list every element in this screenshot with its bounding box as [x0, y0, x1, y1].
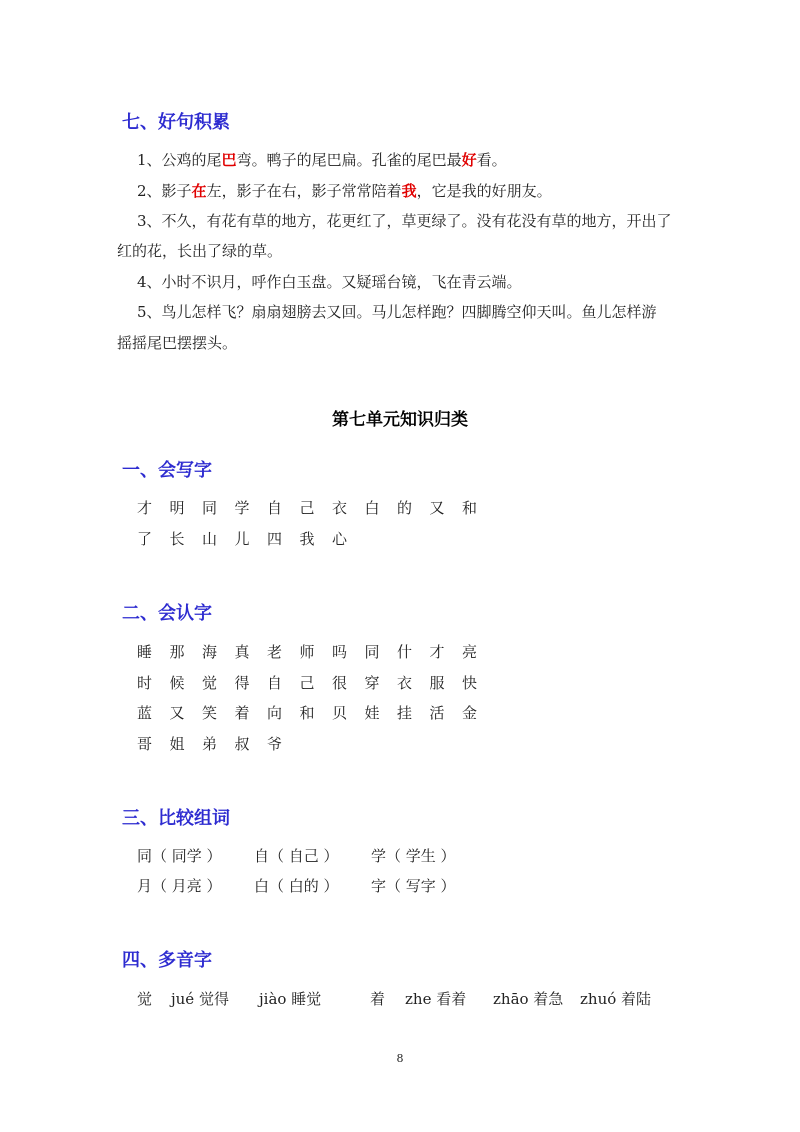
compare-row-2 — [137, 876, 456, 896]
highlight-char: 好 — [461, 151, 477, 169]
compare-item: 同（ 同学 ） — [137, 847, 222, 865]
highlight-char: 我 — [401, 182, 417, 200]
read-chars-row-1 — [137, 642, 495, 662]
section-3-title: 三、比较组词 — [122, 808, 230, 829]
char: 那 — [169, 643, 185, 661]
char: 候 — [169, 674, 185, 692]
char: 姐 — [169, 735, 185, 753]
char: 服 — [429, 674, 445, 692]
char: 自 — [267, 674, 283, 692]
char: 贝 — [332, 704, 348, 722]
read-chars-row-2 — [137, 673, 495, 693]
char: 长 — [169, 530, 185, 548]
char: 同 — [202, 499, 218, 517]
char: 衣 — [332, 499, 348, 517]
poly-char: 着 — [370, 990, 386, 1008]
char: 亮 — [462, 643, 478, 661]
char: 又 — [169, 704, 185, 722]
char: 睡 — [137, 643, 153, 661]
char: 哥 — [137, 735, 153, 753]
char: 明 — [169, 499, 185, 517]
char: 己 — [299, 674, 315, 692]
char: 衣 — [397, 674, 413, 692]
char: 吗 — [332, 643, 348, 661]
char: 穿 — [364, 674, 380, 692]
compare-item: 学（ 学生 ） — [371, 847, 456, 865]
section-4-title: 四、多音字 — [122, 950, 212, 971]
char: 很 — [332, 674, 348, 692]
char: 白 — [364, 499, 380, 517]
compare-item: 自（ 自己 ） — [254, 847, 339, 865]
sentence-3-line-1: 3、不久，有花有草的地方，花更红了，草更绿了。没有花没有草的地方，开出了 — [137, 212, 672, 230]
char: 又 — [429, 499, 445, 517]
compare-item: 月（ 月亮 ） — [137, 877, 222, 895]
char: 弟 — [202, 735, 218, 753]
char: 我 — [299, 530, 315, 548]
compare-row-1 — [137, 846, 456, 866]
sentence-4: 4、小时不识月，呼作白玉盘。又疑瑶台镜，飞在青云端。 — [137, 273, 522, 291]
compare-item: 白（ 白的 ） — [254, 877, 339, 895]
compare-item: 字（ 写字 ） — [371, 877, 456, 895]
unit-title: 第七单元知识归类 — [332, 410, 468, 430]
char: 学 — [234, 499, 250, 517]
polyphonic-row — [137, 989, 697, 1009]
char: 才 — [137, 499, 153, 517]
char: 爷 — [267, 735, 283, 753]
section-1-title: 一、会写字 — [122, 460, 212, 481]
char: 儿 — [234, 530, 250, 548]
char: 觉 — [202, 674, 218, 692]
char: 金 — [462, 704, 478, 722]
text: 弯。鸭子的尾巴扁。孔雀的尾巴最 — [236, 151, 462, 169]
char: 叔 — [234, 735, 250, 753]
char: 老 — [267, 643, 283, 661]
char: 快 — [462, 674, 478, 692]
sentence-2 — [137, 181, 552, 201]
char: 娃 — [364, 704, 380, 722]
pinyin-word: zhāo 着急 — [493, 990, 564, 1008]
sentence-1 — [137, 150, 507, 170]
char: 真 — [234, 643, 250, 661]
text: 2、影子 — [137, 182, 192, 200]
char: 四 — [267, 530, 283, 548]
page-number: 8 — [396, 1052, 404, 1065]
char: 挂 — [397, 704, 413, 722]
section-7-title: 七、好句积累 — [122, 112, 230, 133]
pinyin-word: jué 觉得 — [171, 990, 229, 1008]
char: 笑 — [202, 704, 218, 722]
write-chars-row-2 — [137, 529, 365, 549]
sentence-5-line-2: 摇摇尾巴摆摆头。 — [117, 334, 238, 352]
char: 己 — [299, 499, 315, 517]
pinyin-word: zhe 看着 — [405, 990, 467, 1008]
char: 自 — [267, 499, 283, 517]
char: 海 — [202, 643, 218, 661]
text: 看。 — [476, 151, 507, 169]
highlight-char: 在 — [191, 182, 207, 200]
char: 同 — [364, 643, 380, 661]
poly-char: 觉 — [137, 990, 153, 1008]
read-chars-row-3 — [137, 703, 495, 723]
pinyin-word: zhuó 着陆 — [580, 990, 652, 1008]
section-2-title: 二、会认字 — [122, 603, 212, 624]
sentence-3-line-2: 红的花，长出了绿的草。 — [117, 242, 283, 260]
highlight-char: 巴 — [221, 151, 237, 169]
char: 心 — [332, 530, 348, 548]
char: 向 — [267, 704, 283, 722]
text: ，它是我的好朋友。 — [416, 182, 552, 200]
char: 师 — [299, 643, 315, 661]
write-chars-row-1 — [137, 498, 495, 518]
sentence-5-line-1: 5、鸟儿怎样飞？扇扇翅膀去又回。马儿怎样跑？四脚腾空仰天叫。鱼儿怎样游 — [137, 303, 657, 321]
text: 1、公鸡的尾 — [137, 151, 222, 169]
char: 山 — [202, 530, 218, 548]
char: 的 — [397, 499, 413, 517]
char: 得 — [234, 674, 250, 692]
text: 左，影子在右，影子常常陪着 — [206, 182, 402, 200]
char: 才 — [429, 643, 445, 661]
char: 和 — [462, 499, 478, 517]
char: 着 — [234, 704, 250, 722]
char: 了 — [137, 530, 153, 548]
char: 时 — [137, 674, 153, 692]
char: 和 — [299, 704, 315, 722]
pinyin-word: jiào 睡觉 — [259, 990, 322, 1008]
char: 蓝 — [137, 704, 153, 722]
read-chars-row-4 — [137, 734, 300, 754]
char: 活 — [429, 704, 445, 722]
char: 什 — [397, 643, 413, 661]
